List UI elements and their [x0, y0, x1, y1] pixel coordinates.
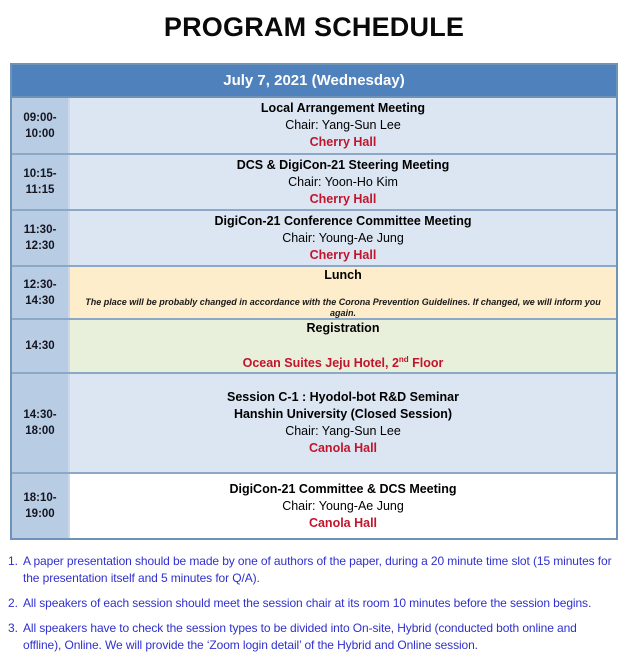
time-start: 14:30: [25, 340, 55, 352]
event-subtitle: Hanshin University (Closed Session): [233, 407, 453, 421]
venue-text: Floor: [408, 356, 444, 371]
time-cell: [12, 211, 70, 265]
schedule-row-session-c1: [12, 374, 616, 474]
time-start: 18:10-: [23, 492, 57, 504]
venue-text: Ocean Suites Jeju Hotel, 2: [242, 356, 399, 371]
time-end: 11:15: [25, 184, 55, 196]
schedule-row-local-arrangement: [12, 98, 616, 155]
event-title: Session C-1 : Hyodol-bot R&D Seminar: [227, 390, 459, 404]
time-cell: [12, 155, 70, 209]
event-cell: [70, 474, 616, 538]
page-title: PROGRAM SCHEDULE: [163, 12, 465, 42]
event-venue: Cherry Hall: [309, 247, 377, 262]
event-title: Registration: [306, 320, 380, 335]
event-chair: Chair: Young-Ae Jung: [282, 230, 404, 245]
event-title: Local Arrangement Meeting: [260, 101, 426, 115]
footnote-number: 1.: [8, 554, 18, 568]
time-cell: [12, 474, 70, 538]
event-cell: [70, 155, 616, 209]
event-cell: [70, 320, 616, 372]
schedule-row-conference-committee: [12, 211, 616, 267]
event-cell: [70, 211, 616, 265]
time-end: 18:00: [25, 425, 55, 437]
footnote-text: All speakers have to check the session types to be divided into On-site, Hybrid (conducted both online and offline), Online. We will provide the ‘Zoom login detail’ of the Hybrid and Online session.: [23, 621, 577, 652]
footnote-number: 2.: [8, 596, 18, 610]
footnote-1: [8, 553, 614, 587]
time-end: 10:00: [25, 127, 55, 140]
event-venue: Canola Hall: [308, 515, 378, 530]
event-title: Lunch: [324, 267, 362, 282]
footnotes: [8, 553, 614, 654]
time-start: 10:15-: [23, 168, 57, 180]
time-start: 09:00-: [23, 111, 57, 124]
time-cell: [12, 267, 70, 318]
event-venue: Cherry Hall: [309, 135, 377, 149]
event-chair: Chair: Yang-Sun Lee: [285, 118, 401, 132]
event-venue: Cherry Hall: [309, 191, 377, 206]
event-chair: Chair: Yang-Sun Lee: [285, 424, 401, 438]
venue-superscript: nd: [398, 354, 409, 364]
footnote-3: [8, 620, 614, 654]
time-cell: [12, 98, 70, 153]
time-end: 19:00: [25, 508, 55, 520]
event-title: DigiCon-21 Committee & DCS Meeting: [229, 481, 457, 496]
event-title: DCS & DigiCon-21 Steering Meeting: [236, 157, 450, 172]
event-chair: Chair: Young-Ae Jung: [282, 498, 404, 513]
time-start: 11:30-: [23, 224, 57, 236]
footnote-number: 3.: [8, 621, 18, 635]
event-chair: Chair: Yoon-Ho Kim: [288, 174, 398, 189]
time-start: 12:30-: [23, 278, 57, 291]
time-end: 14:30: [25, 294, 55, 307]
footnote-text: A paper presentation should be made by one of authors of the paper, during a 20 minute time slot (15 minutes for the presentation itself and 5 minutes for Q/A).: [23, 554, 612, 585]
date-header: July 7, 2021 (Wednesday): [12, 65, 616, 98]
event-cell: [70, 98, 616, 153]
schedule-table: [10, 63, 618, 540]
lunch-note: The place will be probably changed in accordance with the Corona Prevention Guidelines. If changed, we will inform you again.: [85, 296, 601, 318]
schedule-row-steering-meeting: [12, 155, 616, 211]
schedule-row-registration: [12, 320, 616, 374]
footnote-text: All speakers of each session should meet the session chair at its room 10 minutes before the session begins.: [23, 596, 592, 610]
event-cell: [70, 267, 616, 318]
footnote-2: [8, 595, 614, 612]
time-cell: [12, 320, 70, 372]
event-cell: [70, 374, 616, 472]
schedule-row-lunch: [12, 267, 616, 320]
time-start: 14:30-: [23, 409, 57, 421]
event-title: DigiCon-21 Conference Committee Meeting: [214, 213, 472, 228]
event-venue: Canola Hall: [308, 441, 378, 455]
schedule-row-committee-dcs: [12, 474, 616, 538]
time-cell: [12, 374, 70, 472]
time-end: 12:30: [25, 240, 55, 252]
event-venue: [243, 351, 444, 372]
